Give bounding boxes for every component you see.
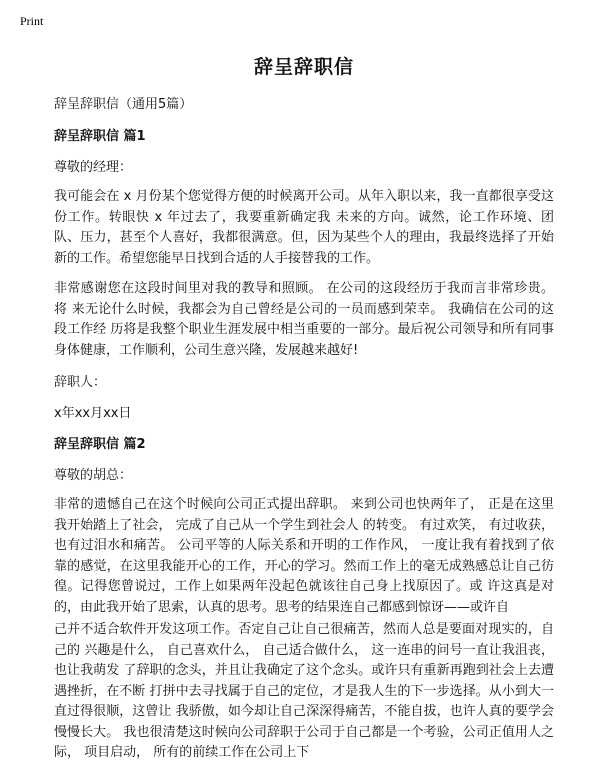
paragraph: 我可能会在 x 月份某个您觉得方便的时候离开公司。从年入职以来，我一直都很享受这份工作。转眼快 x 年过去了，我要重新确定我 未来的方向。诚然，论工作环境、团队、压力，甚至个人喜好，我都很满意。但，因为某些个人的理由，我最终选择了开始新的工作。希望您能早日找到合适的人手接替我的工作。 bbox=[54, 189, 554, 266]
date-line: x年xx月xx日 bbox=[54, 406, 132, 421]
section-heading-1: 辞呈辞职信 篇1 bbox=[54, 129, 146, 144]
signature-label: 辞职人： bbox=[54, 375, 107, 390]
paragraph: 非常的遗憾自己在这个时候向公司正式提出辞职。 来到公司也快两年了， 正是在这里我开始踏上了社会， 完成了自己从一个学生到社会人 的转变。 有过欢笑， 有过收获， 也有过泪水和痛苦。 公司平等的人际关系和开明的工作作风， 一度让我有着找到了依靠的感觉，在这里我能开心的工作，开心的学习。然而工作上的毫无成熟感总让自己彷徨。记得您曾说过，工作上如果两年没起色就该往自己身上找原因了。或 许这真是对的，由此我开始了思索，认真的思考。思考的结果连自己都感到惊讶——或许自 bbox=[54, 497, 554, 615]
greeting-2: 尊敬的胡总： bbox=[54, 468, 133, 483]
document-subtitle: 辞呈辞职信（通用5篇） bbox=[54, 97, 193, 112]
page-title: 辞呈辞职信 bbox=[253, 56, 354, 78]
paragraph: 己并不适合软件开发这项工作。否定自己让自己很痛苦，然而人总是要面对现实的，自己的 兴趣是什么， 自己喜欢什么， 自己适合做什么， 这一连串的问号一直让我沮丧，也让我萌发 了辞职的念头，并且让我确定了这个念头。或许只有重新再跑到社会上去遭遇挫折，在不断 打拼中去寻找属于自己的定位，才是我人生的下一步选择。从小到大一直过得很顺，这曾让 我骄傲，如今却让自己深深得痛苦，不能自拔，也许人真的要学会慢慢长大。 我也很清楚这时候向公司辞职于公司于自己都是一个考验，公司正值用人之际， 项目启动， 所有的前续工作在公司上下 bbox=[54, 622, 554, 760]
print-label[interactable]: Print bbox=[20, 14, 44, 28]
section-heading-2: 辞呈辞职信 篇2 bbox=[54, 437, 146, 452]
paragraph: 非常感谢您在这段时间里对我的教导和照顾。 在公司的这段经历于我而言非常珍贵。 将 来无论什么时候，我都会为自己曾经是公司的一员而感到荣幸。 我确信在公司的这段工作经 历将是我整个职业生涯发展中相当重要的一部分。最后祝公司领导和所有同事身体健康，工作顺利，公司生意兴隆，发展越来越好! bbox=[54, 281, 554, 358]
greeting-1: 尊敬的经理： bbox=[54, 160, 133, 175]
document-page bbox=[54, 52, 554, 774]
